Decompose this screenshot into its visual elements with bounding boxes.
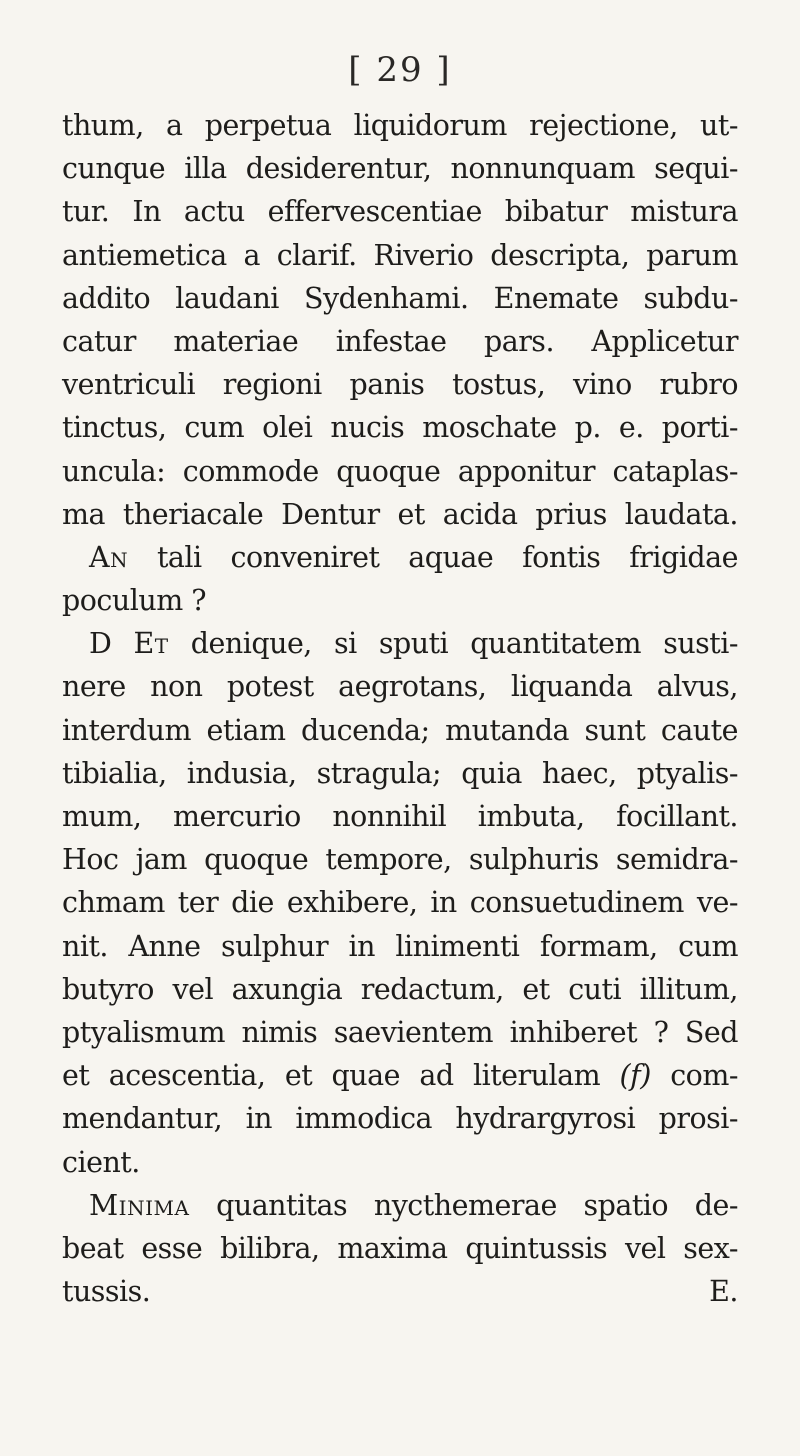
paragraph-d — [62, 622, 738, 665]
body-text — [62, 104, 738, 1313]
text-line: et acescentia, et quae ad literulam — [62, 1059, 601, 1093]
text-line: mendantur, in immodica hydrargyrosi prosi- — [62, 1102, 738, 1136]
lead-word-an: An — [89, 540, 129, 574]
text-line: tibialia, indusia, stragula; quia haec, ptyalis- — [62, 756, 738, 790]
lead-word-minima: Minima — [89, 1188, 190, 1222]
lead-word-et: Et — [133, 627, 169, 661]
text-line: cient. — [62, 1145, 140, 1179]
text-line: beat esse bilibra, maxima quintussis vel sex- — [62, 1231, 738, 1265]
paragraph-an — [62, 536, 738, 579]
text-line-footnote — [62, 1054, 738, 1097]
text-line: ma theriacale Dentur et acida prius laudata. — [62, 497, 738, 531]
text-line: nere non potest aegrotans, liquanda alvus, — [62, 670, 738, 704]
text-line: tussis. — [62, 1275, 151, 1309]
text-line: mum, mercurio nonnihil imbuta, focillant. — [62, 800, 738, 833]
text-line: denique, si sputi quantitatem susti- — [190, 627, 738, 661]
text-line: addito laudani Sydenhami. Enemate subdu- — [62, 281, 738, 315]
last-line — [62, 1270, 738, 1313]
text-line: tur. In actu effervescentiae bibatur mistura — [62, 195, 738, 229]
section-marker-d: D — [89, 627, 112, 661]
text-line: butyro vel axungia redactum, et cuti illitum, — [62, 972, 738, 1006]
paragraph-minima — [62, 1184, 738, 1227]
text-line: ptyalismum nimis saevientem inhiberet ? Sed — [62, 1015, 738, 1049]
text-line: uncula: commode quoque apponitur cataplas- — [62, 454, 738, 488]
text-line: ventriculi regioni panis tostus, vino rubro — [62, 368, 738, 402]
text-line: tali conveniret aquae fontis frigidae — [156, 540, 739, 574]
text-line: catur materiae infestae pars. Applicetur — [62, 324, 738, 358]
text-line: poculum ? — [62, 584, 207, 618]
text-line: nit. Anne sulphur in linimenti formam, cum — [62, 929, 738, 963]
text-line: Hoc jam quoque tempore, sulphuris semidra- — [62, 843, 738, 877]
text-line: quantitas nycthemerae spatio de- — [216, 1188, 738, 1222]
text-line: chmam ter die exhibere, in consuetudinem ve- — [62, 886, 738, 920]
text-line: cunque illa desiderentur, nonnunquam sequi- — [62, 152, 738, 186]
footnote-ref: (f) — [619, 1059, 651, 1093]
text-line: interdum etiam ducenda; mutanda sunt caute — [62, 713, 738, 747]
text-line: tinctus, cum olei nucis moschate p. e. porti- — [62, 411, 738, 445]
text-line: antiemetica a clarif. Riverio descripta, parum — [62, 238, 738, 272]
page-number: [ 29 ] — [348, 50, 452, 90]
text-line: com- — [670, 1059, 738, 1093]
catchword: E. — [709, 1275, 738, 1309]
text-line: thum, a perpetua liquidorum rejectione, ut- — [62, 109, 738, 142]
